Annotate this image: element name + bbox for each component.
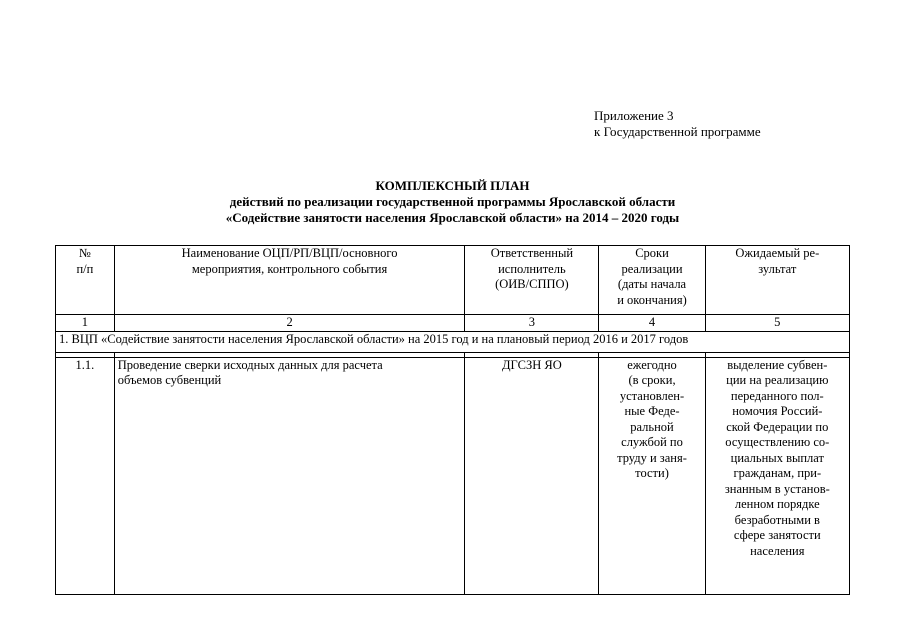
row-terms-line: (в сроки, bbox=[628, 373, 676, 387]
annex-line-2: к Государственной программе bbox=[594, 124, 761, 139]
row-result-line: ской Федерации по bbox=[726, 419, 829, 434]
annex-line-1: Приложение 3 bbox=[594, 108, 674, 123]
row-result-line: гражданам, при- bbox=[733, 466, 822, 480]
row-result-line: осуществлению со- bbox=[725, 435, 830, 449]
row-result-line: переданного пол- bbox=[730, 388, 824, 403]
header-text: Наименование ОЦП/РП/ВЦП/основного bbox=[181, 246, 398, 260]
row-name-line: Проведение сверки исходных данных для расчета bbox=[117, 357, 383, 372]
column-number: 4 bbox=[599, 315, 705, 332]
row-name bbox=[114, 357, 465, 594]
header-cell-result bbox=[705, 246, 849, 315]
row-terms-line: службой по bbox=[621, 435, 683, 449]
row-result-line: знанным в установ- bbox=[724, 481, 830, 496]
column-number: 1 bbox=[56, 315, 115, 332]
table-header-row bbox=[56, 246, 850, 315]
annex-label bbox=[594, 108, 761, 140]
header-text: Ожидаемый ре- bbox=[735, 246, 820, 260]
column-number-row bbox=[56, 315, 850, 332]
table-row bbox=[56, 357, 850, 594]
column-number: 3 bbox=[465, 315, 599, 332]
row-terms bbox=[599, 357, 705, 594]
plan-table bbox=[55, 245, 850, 595]
row-executor: ДГСЗН ЯО bbox=[465, 357, 599, 594]
header-cell-name bbox=[114, 246, 465, 315]
header-text: исполнитель bbox=[498, 261, 566, 276]
header-text: зультат bbox=[758, 261, 797, 276]
header-cell-terms bbox=[599, 246, 705, 315]
section-title: 1. ВЦП «Содействие занятости населения Ярославской области» на 2015 год и на плановый период 2016 и 2017 годов bbox=[56, 331, 850, 352]
title-line-2: действий по реализации государственной программы Ярославской области bbox=[229, 194, 676, 209]
header-text: мероприятия, контрольного события bbox=[191, 261, 388, 276]
header-text: реализации bbox=[621, 261, 683, 276]
header-text: (ОИВ/СППО) bbox=[495, 277, 569, 291]
header-text: Сроки bbox=[635, 246, 669, 260]
row-terms-line: ежегодно bbox=[627, 357, 677, 372]
row-terms-line: ные Феде- bbox=[624, 404, 680, 418]
title-line-1: КОМПЛЕКСНЫЙ ПЛАН bbox=[375, 178, 530, 193]
row-number: 1.1. bbox=[56, 357, 115, 594]
column-number: 2 bbox=[114, 315, 465, 332]
column-number: 5 bbox=[705, 315, 849, 332]
header-cell-executor bbox=[465, 246, 599, 315]
header-text: Ответственный bbox=[490, 246, 574, 260]
row-result-line: ции на реализацию bbox=[726, 373, 829, 387]
row-result-line: циальных выплат bbox=[730, 450, 824, 465]
row-terms-line: установлен- bbox=[619, 388, 685, 403]
header-text: № bbox=[78, 246, 91, 260]
row-result-line: номочия Россий- bbox=[732, 404, 823, 418]
document-title bbox=[0, 178, 905, 226]
header-cell-number bbox=[56, 246, 115, 315]
row-result-line: сфере занятости bbox=[733, 528, 821, 542]
header-text: и окончания) bbox=[617, 292, 687, 307]
title-line-3: «Содействие занятости населения Ярославской области» на 2014 – 2020 годы bbox=[225, 210, 680, 225]
row-terms-line: труду и заня- bbox=[617, 450, 687, 465]
row-result-line: безработными в bbox=[734, 512, 820, 527]
row-terms-line: тости) bbox=[635, 466, 669, 480]
row-terms-line: ральной bbox=[630, 419, 674, 434]
row-result-line: ленном порядке bbox=[734, 497, 820, 511]
section-row bbox=[56, 331, 850, 352]
row-name-line: объемов субвенций bbox=[117, 373, 222, 387]
row-result bbox=[705, 357, 849, 594]
row-result-line: населения bbox=[750, 543, 805, 558]
header-text: п/п bbox=[76, 261, 94, 276]
row-result-line: выделение субвен- bbox=[727, 357, 828, 372]
header-text: (даты начала bbox=[617, 277, 687, 291]
